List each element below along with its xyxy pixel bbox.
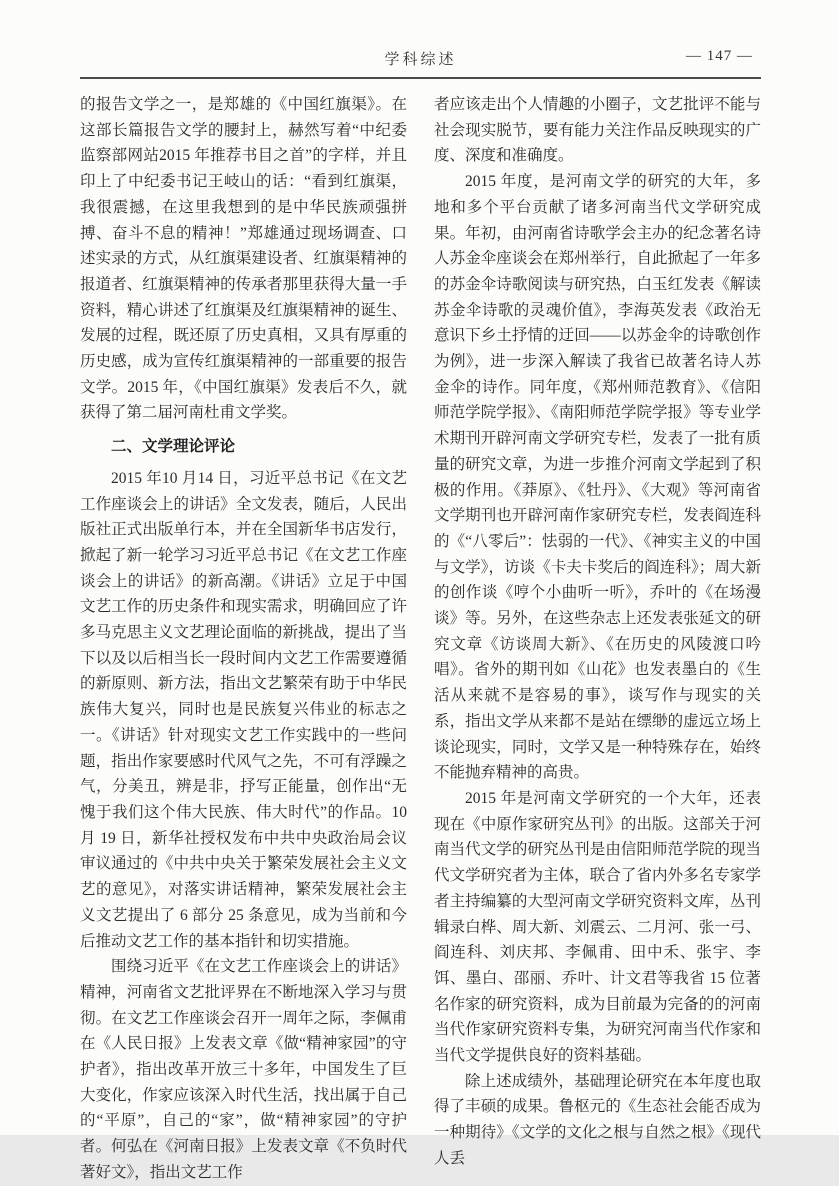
section-heading: 二、文学理论评论	[111, 438, 236, 456]
paragraph: 2015 年是河南文学研究的一个大年，还表现在《中原作家研究丛刊》的出版。这部关于河南当代文学的研究丛刊是由信阳师范学院的现当代文学研究者为主体，联合了省内外多名专家学者主持编纂的大型河南文学研究资料文库，丛刊辑录白桦、周大新、刘震云、二月河、张一弓、阎连科、刘庆邦、李佩甫、田中禾、张宇、李饵、墨白、邵丽、乔叶、计文君等我省 15 位著名作家的研究资料，成为目前最为完备的的河南当代作家研究资料专集，为研究河南当代作家和当代文学提供良好的资料基础。	[434, 789, 761, 1065]
right-column	[434, 92, 761, 1186]
left-column	[80, 92, 407, 1186]
paragraph: 围绕习近平《在文艺工作座谈会上的讲话》精神，河南省文艺批评界在不断地深入学习与贯彻。在文艺工作座谈会召开一周年之际，李佩甫在《人民日报》上发表文章《做“精神家园”的守护者》，指出改革开放三十多年，中国发生了巨大变化，作家应该深入时代生活，找出属于自己的“平原”，自己的“家”，做“精神家园”的守护者。何弘在《河南日报》上发表文章《不负时代著好文》，指出文艺工作	[80, 958, 407, 1181]
paragraph: 2015 年度，是河南文学的研究的大年，多地和多个平台贡献了诸多河南当代文学研究成果。年初，由河南省诗歌学会主办的纪念著名诗人苏金伞座谈会在郑州举行，自此掀起了一年多的苏金伞诗歌阅读与研究热，白玉红发表《解读苏金伞诗歌的灵魂价值》，李海英发表《政治无意识下乡土抒情的迂回——以苏金伞的诗歌创作为例》，进一步深入解读了我省已故著名诗人苏金伞的诗作。同年度，《郑州师范教育》、《信阳师范学院学报》、《南阳师范学院学报》等专业学术期刊开辟河南文学研究专栏，发表了一批有质量的研究文章，为进一步推介河南文学起到了积极的作用。《莽原》、《牡丹》、《大观》等河南省文学期刊也开辟河南作家研究专栏，发表阎连科的《“八零后”：怯弱的一代》、《神实主义的中国与文学》，访谈《卡夫卡奖后的阎连科》；周大新的创作谈《哼个小曲听一听》，乔叶的《在场漫谈》等。另外，在这些杂志上还发表张延文的研究文章《访谈周大新》、《在历史的风陵渡口吟唱》。省外的期刊如《山花》也发表墨白的《生活从来就不是容易的事》，谈写作与现实的关系，指出文学从来都不是站在缥缈的虚远立场上谈论现实，同时，文学又是一种特殊存在，始终不能抛弃精神的高贵。	[434, 173, 761, 782]
header-rule	[80, 77, 761, 79]
paragraph: 者应该走出个人情趣的小圈子，文艺批评不能与社会现实脱节，要有能力关注作品反映现实的广度、深度和准确度。	[434, 96, 761, 165]
page-number: — 147 —	[686, 48, 753, 64]
running-head-title: 学科综述	[384, 52, 457, 68]
paragraph: 的报告文学之一，是郑雄的《中国红旗渠》。在这部长篇报告文学的腰封上，赫然写着“中纪委监察部网站2015 年推荐书目之首”的字样，并且印上了中纪委书记王岐山的话：“看到红旗渠，我很震撼，在这里我想到的是中华民族顽强拼搏、奋斗不息的精神！”郑雄通过现场调查、口述实录的方式，从红旗渠建设者、红旗渠精神的报道者、红旗渠精神的传承者那里获得大量一手资料，精心讲述了红旗渠及红旗渠精神的诞生、发展的过程，既还原了历史真相，又具有厚重的历史感，成为宣传红旗渠精神的一部重要的报告文学。2015 年，《中国红旗渠》发表后不久，就获得了第二届河南杜甫文学奖。	[80, 96, 407, 422]
text-columns	[80, 92, 761, 1186]
paragraph: 除上述成绩外，基础理论研究在本年度也取得了丰硕的成果。鲁枢元的《生态社会能否成为一种期待》《文学的文化之根与自然之根》《现代人丢	[434, 1072, 761, 1167]
page-header	[80, 48, 761, 70]
paragraph: 2015 年10 月14 日，习近平总书记《在文艺工作座谈会上的讲话》全文发表，随后，人民出版社正式出版单行本，并在全国新华书店发行，掀起了新一轮学习习近平总书记《在文艺工作座谈会上的讲话》的新高潮。《讲话》立足于中国文艺工作的历史条件和现实需求，明确回应了许多马克思主义文艺理论面临的新挑战，提出了当下以及以后相当长一段时间内文艺工作需要遵循的新原则、新方法，指出文艺繁荣有助于中华民族伟大复兴，同时也是民族复兴伟业的标志之一。《讲话》针对现实文艺工作实践中的一些问题，指出作家要感时代风气之先，不可有浮躁之气，分美丑，辨是非，抒写正能量，创作出“无愧于我们这个伟大民族、伟大时代”的作品。10 月 19 日，新华社授权发布中共中央政治局会议审议通过的《中共中央关于繁荣发展社会主义文艺的意见》，对落实讲话精神，繁荣发展社会主义文艺提出了 6 部分 25 条意见，成为当前和今后推动文艺工作的基本指针和切实措施。	[80, 469, 407, 950]
